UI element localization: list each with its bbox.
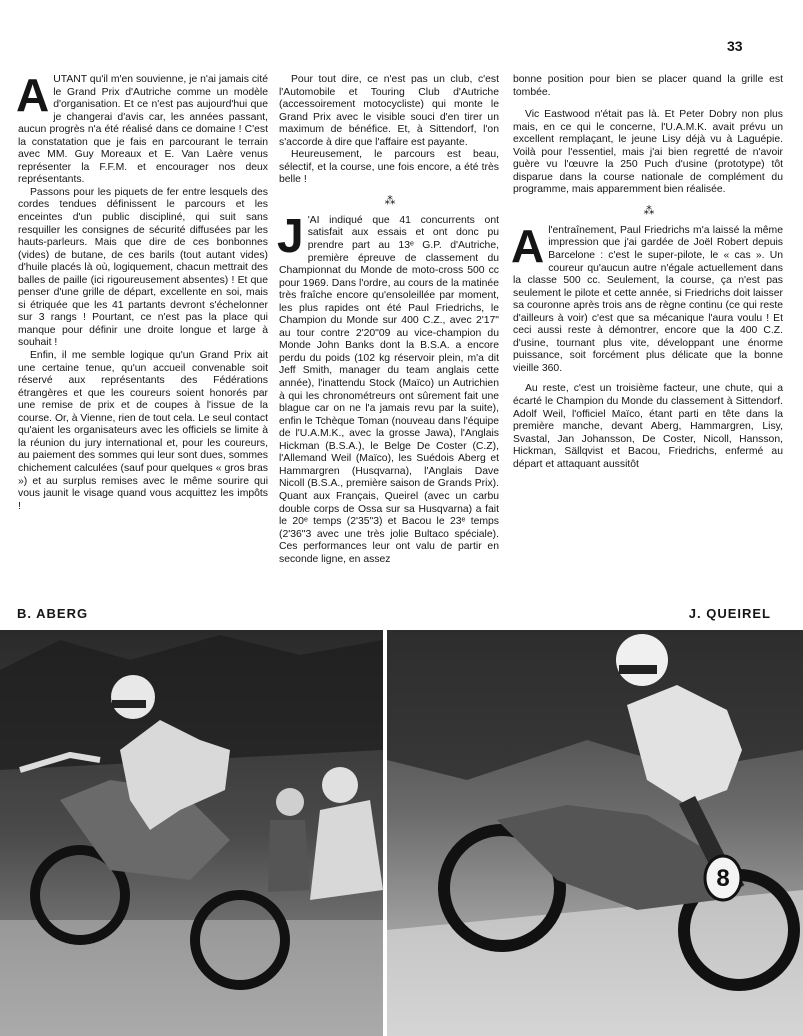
motocross-photo-aberg	[0, 630, 383, 1036]
photo-caption-right: J. QUEIREL	[688, 606, 771, 621]
paragraph: UTANT qu'il m'en souvienne, je n'ai jamais cité le Grand Prix d'Autriche comme un modèle d'organisation. Et ce n'est pas aujourd'hui que je changerai d'avis car, les années passant, aucun progrès n'a été réalisé dans ce domaine ! C'est la constatation que je fais en parcourant le terrain avec MM. Guy Moreaux et E. Van Laère venus représenter la F.F.M. et encourager nos deux représentants.	[18, 74, 268, 186]
paragraph: Passons pour les piquets de fer entre lesquels des cordes tendues définissent le parcours et les enceintes d'un public discipliné, qui suit sans resquiller les consignes de sécurité diffusées par les hauts-parleurs. Mais que dire de ces bonbonnes (vides) de butane, de ces barils (tout autant vides) d'huile placés là où, logiquement, chacun mettrait des balles de paille (ici rigoureusement absentes) ! Et que penser d'une grille de départ, excellente en soi, mais si étriquée que les 41 partants devront s'échelonner sur 3 rangs ! Pourtant, ce n'est pas la place qui manque pour définir une droite longue et large à souhait !	[18, 186, 268, 349]
drop-cap: A	[511, 219, 545, 272]
paragraph: Heureusement, le parcours est beau, sélectif, et la course, une fois encore, a été très belle !	[279, 149, 499, 186]
page-number: 33	[727, 38, 743, 54]
section-separator: ⁂	[643, 204, 653, 217]
paragraph: 'AI indiqué que 41 concurrents ont satisfait aux essais et ont donc pu prendre part au 13ᵉ G.P. d'Autriche, première épreuve de classement du Championnat du Monde de moto-cross 500 cc pour 1969. Dans l'ordre, au cours de la matinée très fraîche encore qu'ensoleillée par moment, les plus rapides ont été Paul Friedrichs, le Champion du Monde sur 400 C.Z., avec 2'17" au tour contre 2'20"09 au vice-champion du Monde John Banks dont la B.S.A. a encore perdu du poids (102 kg réservoir plein, m'a dit Jeff Smith, manager du team anglais cette année), l'inattendu Stock (Maïco) un Autrichien à qui les chronométreurs ont sûrement fait une blague car on ne l'a jamais revu par la suite), enfin le Tchèque Toman (nouveau dans l'équipe de l'U.A.M.K., avec la grosse Jawa), l'Anglais Hickman (B.S.A.), le Belge De Coster (C.Z), l'Allemand Weil (Maïco), les Suédois Aberg et Hammargren (Husqvarna), l'Anglais Dave Nicoll (B.S.A., première saison de Grands Prix). Quant aux Français, Queirel (avec un carbu double corps de Ossa sur sa Husqvarna) a fait le 20ᵉ temps (2'35"3) et Bacou le 23ᵉ temps (2'36"3 avec une très jolie Bultaco spéciale). Ces performances leur ont valu de partir en seconde ligne, en assez	[279, 214, 499, 565]
drop-cap: J	[277, 209, 304, 263]
rider-jump-image	[387, 630, 803, 1036]
paragraph: Enfin, il me semble logique qu'un Grand Prix ait une certaine tenue, qu'un accueil convenable soit réservé aux représentants des Fédérations étrangères et que les coureurs soient honorés par une remise de prix et de coupes à l'issue de la course. Or, à Vienne, rien de tout cela. Le seul contact qu'aient les organisateurs avec les officiels se limite à la réunion du jury international et, pour les coureurs, au paiement des sommes qui leur sont dues, sommes chichement calculées (sauf pour quelques « gros bras ») et au surplus remises avec le même sourire qui vous jaunit le visage quand vous acquittez les impôts !	[18, 350, 268, 512]
article-column-3	[513, 74, 783, 471]
drop-cap: A	[16, 69, 50, 121]
photo-caption-left: B. ABERG	[17, 606, 89, 621]
paragraph: Au reste, c'est un troisième facteur, une chute, qui a écarté le Champion du Monde du classement à Sittendorf. Adolf Weil, l'officiel Maïco, étant parti en tête dans la première manche, devant Aberg, Hammargren, Lisy, Svastal, Jan Johansson, De Coster, Nicoll, Hansson, Hickman, Sällqvist et Bacou, Friedrichs, enfermé au départ et attaquant aussitôt	[513, 383, 783, 470]
motocross-photo-queirel	[387, 630, 803, 1036]
paragraph: Vic Eastwood n'était pas là. Et Peter Dobry non plus mais, en ce qui le concerne, l'U.A.M.K. avait prévu un excellent remplaçant, le jeune Lisy déjà vu à Laguépie. Voilà pour l'essentiel, mais j'ai bien regretté de n'avoir guère vu l'œuvre la 250 Puch d'usine (prototype) tôt disparue dans la course nationale de complément du programme, mais apparemment bien réalisée.	[513, 109, 783, 196]
article-column-1	[16, 69, 268, 513]
rider-jump-image	[0, 630, 383, 1036]
section-separator: ⁂	[384, 194, 394, 207]
article-column-2	[279, 74, 499, 566]
race-number: 8	[716, 865, 730, 892]
paragraph: bonne position pour bien se placer quand la grille est tombée.	[513, 74, 783, 98]
paragraph: l'entraînement, Paul Friedrichs m'a laissé la même impression que j'ai gardée de Joël Robert depuis Barcelone : c'est le super-pilote, le « cas ». Un coureur qu'aucun autre n'égale actuellement dans la classe 500 cc. Seulement, la course, ça n'est pas seulement le pilote et cette année, si Friedrichs doit laisser sa couronne après trois ans de règne continu (ce qui reste d'ailleurs à voir) c'est que sa mécanique l'aura voulu ! Et ceci aussi reste à démontrer, encore que la 400 C.Z. d'usine, tournant plus vite, développant une énorme puissance, soit forcément plus délicate que la bonne vieille 360.	[513, 224, 783, 374]
paragraph: Pour tout dire, ce n'est pas un club, c'est l'Automobile et Touring Club d'Autriche (accessoirement motocycliste) qui monte le Grand Prix avec le visible souci d'en tirer un maximum de bénéfice. Et, à Sittendorf, l'on s'accorde à dire que l'affaire est payante.	[279, 74, 499, 148]
